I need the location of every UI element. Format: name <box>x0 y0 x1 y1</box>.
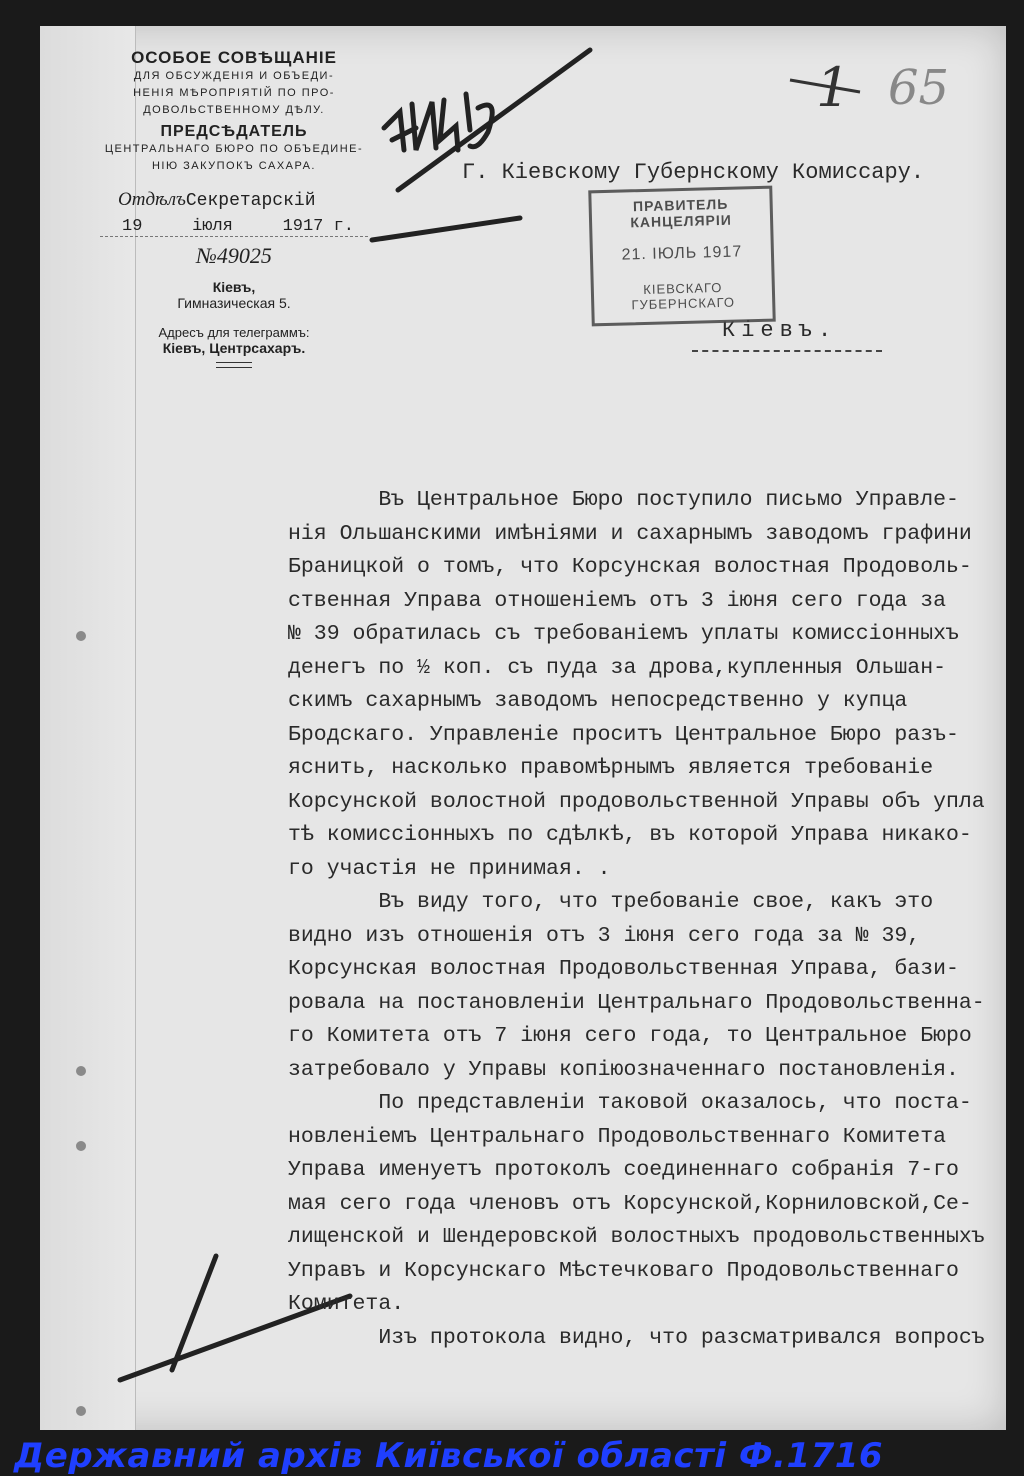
body-line: Управа именуетъ протоколъ соединеннаго собранія 7-го <box>288 1158 959 1182</box>
body-line: нія Ольшанскими имѣніями и сахарнымъ заводомъ графини <box>288 521 972 546</box>
body-line: лищенской и Шендеровской волостныхъ продовольственныхъ <box>288 1225 985 1249</box>
body-line: По представленіи таковой оказалось, что поста- <box>288 1091 972 1115</box>
body-line: денегъ по ½ коп. съ пуда за дрова,купленныя Ольшан- <box>288 655 947 680</box>
date-year: 1917 г. <box>282 217 354 236</box>
letterhead-title: ОСОБОЕ СОВѢЩАНІЕ <box>131 48 337 67</box>
body-line: Корсунской волостной продовольственной Управы объ упла <box>288 789 985 814</box>
number-value: 49025 <box>216 243 272 268</box>
telegram-address: Кіевъ, Центрсахаръ. <box>162 340 306 356</box>
stamp-date: 21. ІЮЛЬ 1917 <box>621 243 743 264</box>
telegram-label: Адресъ для телеграммъ: <box>158 325 310 340</box>
body-line: Изъ протокола видно, что разсматривался вопросъ <box>288 1325 985 1350</box>
body-line: видно изъ отношенія отъ 3 іюня сего года за № 39, <box>288 923 921 948</box>
letterhead-street: Гимназическая 5. <box>177 295 291 311</box>
reg-number-scribble <box>372 50 590 240</box>
date-month: іюля <box>192 217 233 236</box>
sheet-number: 1 <box>816 56 851 119</box>
sheet-number-stroke <box>790 80 860 92</box>
archive-footer: Державний архів Київської області Ф.1716 <box>14 1436 884 1476</box>
body-line: Управъ и Корсунскаго Мѣстечковаго Продовольственнаго <box>288 1258 959 1283</box>
addressee: Г. Кіевскому Губернскому Комиссару. <box>462 160 925 185</box>
addressee-city: Кіевъ. <box>722 318 838 343</box>
body-line: го Комитета отъ 7 іюня сего года, то Центральное Бюро <box>288 1024 972 1048</box>
body-line: новленіемъ Центральнаго Продовольственнаго Комитета <box>288 1124 947 1149</box>
department-label: Отдѣлъ <box>118 189 186 210</box>
letterhead-bureau-2: НІЮ ЗАКУПОКЪ САХАРА. <box>151 160 316 172</box>
number-label: № <box>196 243 217 268</box>
letterhead-purpose-3: ДОВОЛЬСТВЕННОМУ ДѢЛУ. <box>143 104 325 116</box>
body-line: ственная Управа отношеніемъ отъ 3 іюня сего года за <box>288 588 947 613</box>
body-line: го участія не принимая. . <box>288 856 611 881</box>
body-line: Въ виду того, что требованіе свое, какъ это <box>288 890 934 914</box>
date-day: 19 <box>122 217 143 236</box>
body-line: ровала на постановленіи Центральнаго Продовольственна- <box>288 990 985 1015</box>
letterhead-chairman: ПРЕДСѢДАТЕЛЬ <box>160 123 308 140</box>
letterhead-purpose-1: ДЛЯ ОБСУЖДЕНІЯ И ОБЪЕДИ- <box>133 70 335 82</box>
body-line: Въ Центральное Бюро поступило письмо Управле- <box>288 488 959 512</box>
body-line: затребовало у Управы копіюозначеннаго постановленія. <box>288 1057 959 1082</box>
letterhead-city: Кіевъ, <box>212 279 256 295</box>
body-line: Корсунская волостная Продовольственная Управа, бази- <box>288 957 959 981</box>
letterhead-bureau-1: ЦЕНТРАЛЬНАГО БЮРО ПО ОБЪЕДИНЕ- <box>104 143 364 155</box>
stamp-line-1: ПРАВИТЕЛЬ КАНЦЕЛЯРІИ <box>630 195 733 231</box>
body-line: скимъ сахарнымъ заводомъ непосредственно у купца <box>288 689 908 713</box>
body-line: Бродскаго. Управленіе проситъ Центральное Бюро разъ- <box>288 722 959 747</box>
letterhead-purpose-2: НЕНІЯ МѢРОПРІЯТІЙ ПО ПРО- <box>133 87 335 99</box>
department-value: Секретарскій <box>185 191 316 211</box>
body-line: тѣ комиссіонныхъ по сдѣлкѣ, въ которой Управа никако- <box>288 823 972 847</box>
letter-body <box>288 484 996 1355</box>
body-line: мая сего года членовъ отъ Корсунской,Корниловской,Се- <box>288 1191 972 1216</box>
body-line: Комитета. <box>288 1292 405 1316</box>
folio-number: 65 <box>888 60 950 116</box>
body-line: яснить, насколько правомѣрнымъ является требованіе <box>288 756 934 780</box>
stamp-line-3: КІЕВСКАГО ГУБЕРНСКАГО <box>631 279 736 313</box>
body-line: № 39 обратилась съ требованіемъ уплаты комиссіонныхъ <box>288 622 959 646</box>
body-line: Браницкой о томъ, что Корсунская волостная Продоволь- <box>288 555 972 579</box>
